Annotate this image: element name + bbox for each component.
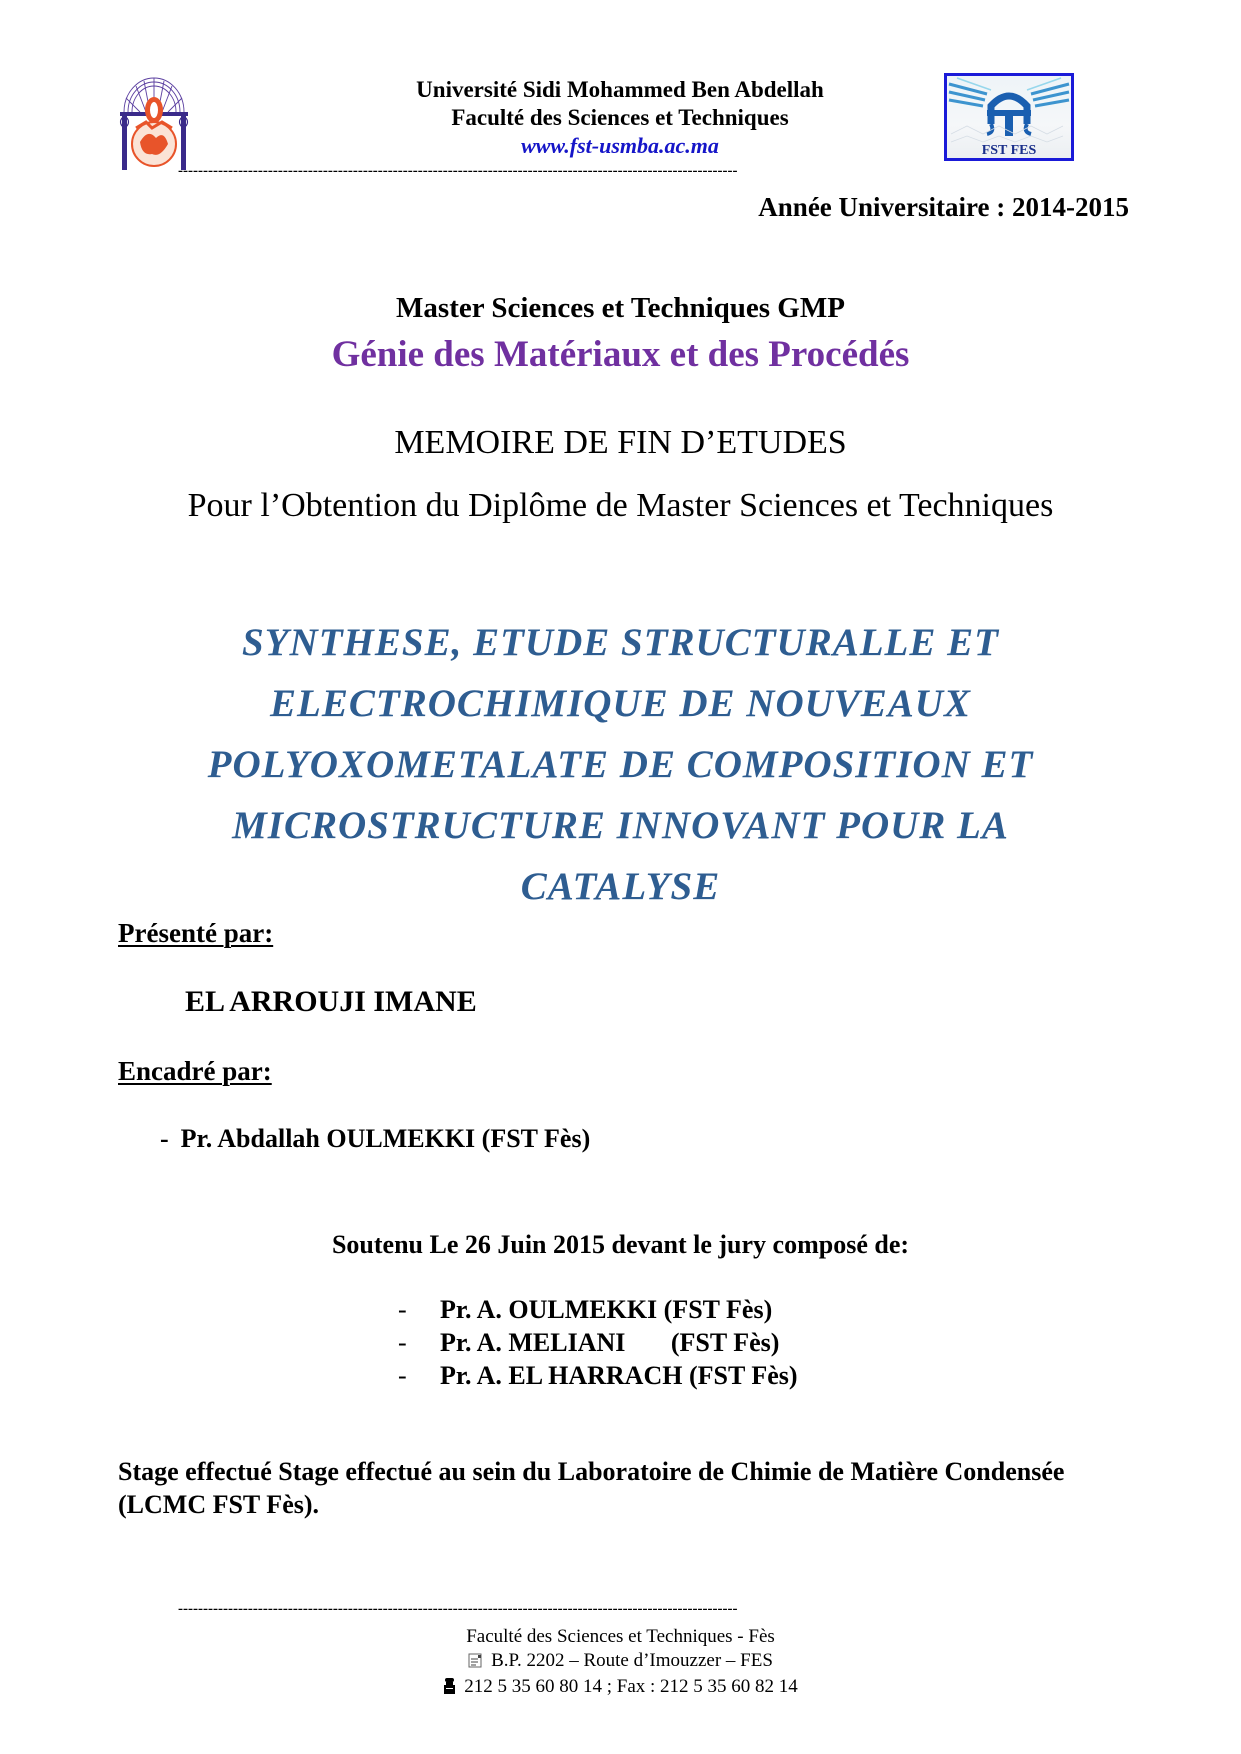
- jury-list: [398, 1293, 798, 1392]
- usmba-crest-logo: [116, 72, 192, 172]
- website-link[interactable]: www.fst-usmba.ac.ma: [521, 133, 719, 158]
- university-header: [340, 76, 900, 160]
- jury-member-name: Pr. A. MELIANI (FST Fès): [440, 1328, 780, 1357]
- footer-separator: ----------------------------------------------------------------------------------------------------------------: [178, 1604, 738, 1617]
- footer-institution: Faculté des Sciences et Techniques - Fès: [466, 1626, 775, 1647]
- master-program: Master Sciences et Techniques GMP: [396, 292, 845, 324]
- thesis-title-line: POLYOXOMETALATE DE COMPOSITION ET: [207, 743, 1034, 786]
- thesis-title-line: ELECTROCHIMIQUE DE NOUVEAUX: [270, 682, 971, 725]
- list-bullet: -: [398, 1295, 407, 1324]
- list-bullet: -: [398, 1328, 407, 1357]
- footer-address-row: [0, 1649, 1241, 1675]
- list-bullet: -: [398, 1361, 407, 1390]
- list-bullet: -: [160, 1124, 169, 1153]
- academic-year: Année Universitaire : 2014-2015: [758, 192, 1129, 222]
- svg-text:FST FES: FST FES: [981, 143, 1037, 158]
- jury-member: [398, 1359, 798, 1392]
- supervised-by-label: Encadré par:: [118, 1056, 272, 1086]
- author-name: EL ARROUJI IMANE: [185, 985, 477, 1018]
- document-type: MEMOIRE DE FIN D’ETUDES: [394, 424, 847, 461]
- jury-member-name: Pr. A. OULMEKKI (FST Fès): [440, 1295, 773, 1324]
- thesis-title-line: CATALYSE: [520, 865, 721, 908]
- faculty-name: Faculté des Sciences et Techniques: [451, 105, 789, 130]
- jury-member: [398, 1326, 798, 1359]
- thesis-title-line: SYNTHESE, ETUDE STRUCTURALLE ET: [242, 621, 999, 664]
- footer-phone-fax: 212 5 35 60 80 14 ; Fax : 212 5 35 60 82 14: [464, 1676, 798, 1697]
- university-name: Université Sidi Mohammed Ben Abdellah: [416, 77, 824, 102]
- document-subtitle: Pour l’Obtention du Diplôme de Master Sciences et Techniques: [187, 487, 1054, 524]
- mailbox-icon: [468, 1651, 483, 1675]
- supervisor: [160, 1124, 590, 1154]
- defense-statement: Soutenu Le 26 Juin 2015 devant le jury composé de:: [331, 1230, 910, 1259]
- jury-member-name: Pr. A. EL HARRACH (FST Fès): [440, 1361, 798, 1390]
- thesis-title: [0, 612, 1241, 917]
- header-separator: ----------------------------------------------------------------------------------------------------------------: [178, 166, 738, 179]
- telephone-icon: [443, 1677, 456, 1701]
- footer-phone-row: [0, 1675, 1241, 1701]
- presented-by-label: Présenté par:: [118, 918, 274, 948]
- supervisor-name: Pr. Abdallah OULMEKKI (FST Fès): [180, 1124, 591, 1153]
- thesis-title-line: MICROSTRUCTURE INNOVANT POUR LA: [232, 804, 1009, 847]
- internship-statement: Stage effectué Stage effectué au sein du Laboratoire de Chimie de Matière Condensée (LCMC FST Fès).: [118, 1457, 1065, 1519]
- jury-member: [398, 1293, 798, 1326]
- fst-fes-logo: [944, 73, 1074, 161]
- footer-address: B.P. 2202 – Route d’Imouzzer – FES: [491, 1650, 773, 1671]
- footer: [0, 1625, 1241, 1701]
- specialty-title: Génie des Matériaux et des Procédés: [331, 334, 910, 375]
